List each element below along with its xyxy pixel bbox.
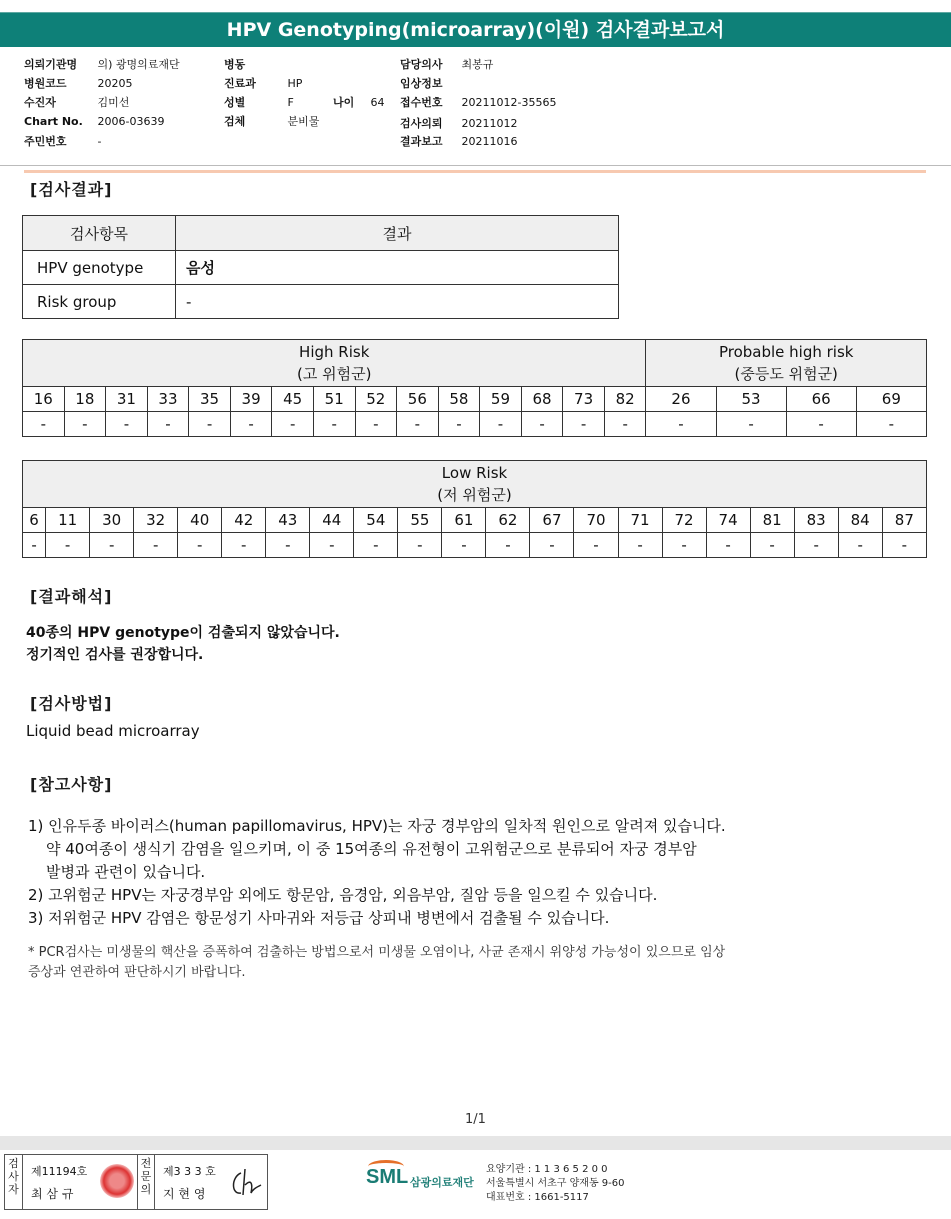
high-risk-subtitle: (고 위험군) [297,365,372,383]
tester-name: 최 삼 규 [31,1187,74,1201]
genotype-result-cell: - [272,412,314,437]
genotype-result-cell: - [442,533,486,558]
genotype-cell: 69 [856,387,926,412]
info-value: HP [287,77,303,90]
method-text: Liquid bead microarray [26,722,200,740]
org-name: 삼광의료재단 [410,1176,474,1189]
header-result: 결과 [176,216,619,251]
genotype-result-cell: - [354,533,398,558]
info-value: 64 [370,96,385,109]
info-resident-no [24,133,101,149]
genotype-result-cell: - [438,412,480,437]
genotype-cell: 6 [23,508,46,533]
report-title: HPV Genotyping(microarray)(이원) 검사결과보고서 [0,12,951,47]
info-physician [400,56,493,72]
note-item: 2) 고위험군 HPV는 자궁경부암 외에도 항문암, 음경암, 외음부암, 질암 등을 일으킬 수 있습니다. [28,886,658,904]
info-value: F [287,96,294,109]
info-value: 20205 [97,77,133,90]
genotype-cell: 33 [147,387,189,412]
genotype-result-cell: - [574,533,618,558]
info-value: 2006-03639 [97,115,165,128]
genotype-result-cell: - [64,412,106,437]
genotype-cell: 32 [134,508,178,533]
genotype-result-cell: - [530,533,574,558]
info-clinical [400,75,462,91]
note-item: 발병과 관련이 있습니다. [46,863,206,881]
footnote-line: 증상과 연관하여 판단하시기 바랍니다. [28,965,246,980]
info-hospital-code [24,75,133,91]
info-value: 분비물 [287,115,320,128]
genotype-cell: 59 [480,387,522,412]
genotype-cell: 70 [574,508,618,533]
info-value: 최봉규 [461,58,494,71]
sml-logo [366,1160,486,1200]
high-risk-header [23,340,646,387]
genotype-cell: 81 [750,508,794,533]
test-result: 음성 [176,251,619,285]
genotype-result-cell: - [222,533,266,558]
genotype-result-cell: - [706,533,750,558]
header-test-item: 검사항목 [23,216,176,251]
interpretation-line: 40종의 HPV genotype이 검출되지 않았습니다. [26,625,340,641]
genotype-result-cell: - [838,533,882,558]
genotype-result-row [23,533,927,558]
info-value: 김미선 [97,96,130,109]
genotype-cell: 56 [397,387,439,412]
genotype-result-cell: - [230,412,272,437]
footnote-line: * PCR검사는 미생물의 핵산을 증폭하여 검출하는 방법으로서 미생물 오염이나, 사균 존재시 위양성 가능성이 있으므로 임상 [28,945,726,960]
genotype-result-cell: - [646,412,716,437]
genotype-result-cell: - [521,412,563,437]
section-title-method: [검사방법] [30,694,113,713]
section-title-notes: [참고사항] [30,775,113,794]
genotype-cell: 42 [222,508,266,533]
info-value: - [97,135,102,148]
genotype-result-cell: - [134,533,178,558]
info-specimen [224,113,319,129]
footer-bar [0,1136,951,1150]
genotype-result-cell: - [189,412,231,437]
genotype-result-cell: - [618,533,662,558]
genotype-cell: 30 [90,508,134,533]
org-contact [486,1163,625,1205]
test-item: Risk group [23,285,176,319]
info-value: 의) 광명의료재단 [97,58,180,71]
genotype-result-cell: - [90,533,134,558]
genotype-result-cell: - [266,533,310,558]
info-label: 결과보고 [400,135,443,148]
info-label: 나이 [333,96,355,109]
info-label: 담당의사 [400,58,443,71]
care-institution-no: 요양기관 : 1 1 3 6 5 2 0 0 [486,1164,608,1175]
low-risk-subtitle: (저 위험군) [437,486,512,504]
table-header-row [23,216,619,251]
genotype-cell: 74 [706,508,750,533]
genotype-result-cell: - [178,533,222,558]
genotype-cell: 39 [230,387,272,412]
patient-info [24,56,924,156]
genotype-result-row [23,412,927,437]
genotype-cell: 58 [438,387,480,412]
notes-list [28,815,928,930]
genotype-result-cell: - [856,412,926,437]
genotype-result-cell: - [604,412,646,437]
logo-mark: SML [366,1166,409,1188]
genotype-result-cell: - [716,412,786,437]
genotype-cell: 61 [442,508,486,533]
genotype-result-cell: - [786,412,856,437]
genotype-result-cell: - [310,533,354,558]
genotype-result-cell: - [882,533,926,558]
info-label: 의뢰기관명 [24,58,78,71]
genotype-result-cell: - [46,533,90,558]
info-label: 검체 [224,115,246,128]
test-item: HPV genotype [23,251,176,285]
genotype-result-cell: - [563,412,605,437]
info-label: Chart No. [24,115,83,128]
info-patient-name [24,94,129,110]
header-divider [0,165,951,166]
genotype-cell: 73 [563,387,605,412]
genotype-result-cell: - [106,412,148,437]
genotype-cell: 67 [530,508,574,533]
tester-license-no: 제11194호 [31,1165,88,1178]
genotype-result-cell: - [355,412,397,437]
section-title-result: [검사결과] [30,180,113,199]
info-label: 주민번호 [24,135,67,148]
genotype-cell: 84 [838,508,882,533]
genotype-row [23,387,927,412]
genotype-result-cell: - [23,412,65,437]
tester-label: 검사자 [5,1155,23,1209]
probable-high-risk-subtitle: (중등도 위험군) [734,365,838,383]
info-request-date [400,115,518,131]
info-sex [224,94,385,110]
info-department [224,75,302,91]
specialist-label: 전문의 [137,1155,155,1209]
note-item: 1) 인유두종 바이러스(human papillomavirus, HPV)는 자궁 경부암의 일차적 원인으로 알려져 있습니다. [28,817,726,835]
signature-mark [227,1163,265,1201]
genotype-result-cell: - [397,412,439,437]
risk-group-header-row [23,340,927,387]
section-title-interpretation: [결과해석] [30,587,113,606]
interpretation-text [26,622,340,666]
genotype-result-cell: - [794,533,838,558]
genotype-cell: 55 [398,508,442,533]
genotype-cell: 51 [313,387,355,412]
info-label: 수진자 [24,96,56,109]
table-row [23,251,619,285]
info-label: 임상정보 [400,77,443,90]
genotype-cell: 66 [786,387,856,412]
genotype-result-cell: - [486,533,530,558]
probable-high-risk-header [646,340,927,387]
specialist-license-no: 제3 3 3 호 [163,1165,216,1178]
high-risk-title: High Risk [299,343,370,361]
section-divider [24,170,926,173]
info-chart-no [24,115,164,128]
genotype-cell: 87 [882,508,926,533]
genotype-cell: 68 [521,387,563,412]
specialist-name: 지 현 영 [163,1187,206,1201]
genotype-cell: 52 [355,387,397,412]
genotype-cell: 53 [716,387,786,412]
genotype-cell: 54 [354,508,398,533]
footnote [28,943,908,983]
info-value: 20211012 [461,117,518,130]
genotype-row [23,508,927,533]
genotype-cell: 26 [646,387,716,412]
info-requesting-org [24,56,180,72]
genotype-cell: 31 [106,387,148,412]
info-label: 검사의뢰 [400,117,443,130]
risk-group-header-row [23,461,927,508]
genotype-cell: 16 [23,387,65,412]
info-ward [224,56,288,72]
probable-high-risk-title: Probable high risk [718,343,854,361]
org-phone: 대표번호 : 1661-5117 [486,1192,589,1203]
interpretation-line: 정기적인 검사를 권장합니다. [26,647,204,663]
info-label: 접수번호 [400,96,443,109]
genotype-cell: 83 [794,508,838,533]
note-item: 3) 저위험군 HPV 감염은 항문성기 사마귀와 저등급 상피내 병변에서 검출될 수 있습니다. [28,909,610,927]
table-row [23,285,619,319]
genotype-cell: 62 [486,508,530,533]
genotype-result-cell: - [662,533,706,558]
low-risk-title: Low Risk [441,464,508,482]
test-result: - [176,285,619,319]
genotype-result-cell: - [147,412,189,437]
genotype-result-cell: - [23,533,46,558]
org-address: 서울특별시 서초구 양재동 9-60 [486,1178,625,1189]
low-risk-table [22,460,927,558]
genotype-cell: 44 [310,508,354,533]
genotype-cell: 43 [266,508,310,533]
genotype-cell: 40 [178,508,222,533]
genotype-cell: 82 [604,387,646,412]
info-value: 20211016 [461,135,518,148]
genotype-result-cell: - [313,412,355,437]
low-risk-header [23,461,927,508]
info-label: 병동 [224,58,246,71]
info-value: 20211012-35565 [461,96,557,109]
info-report-date [400,133,518,149]
signature-box [4,1154,268,1210]
genotype-result-cell: - [480,412,522,437]
genotype-result-cell: - [750,533,794,558]
info-receipt-no [400,94,556,110]
genotype-cell: 71 [618,508,662,533]
genotype-cell: 72 [662,508,706,533]
genotype-cell: 18 [64,387,106,412]
seal-stamp [100,1164,134,1198]
info-label: 병원코드 [24,77,67,90]
genotype-cell: 35 [189,387,231,412]
page-number: 1/1 [465,1112,486,1127]
genotype-cell: 11 [46,508,90,533]
note-item: 약 40여종이 생식기 감염을 일으키며, 이 중 15여종의 유전형이 고위험군으로 분류되어 자궁 경부암 [46,840,697,858]
genotype-result-cell: - [398,533,442,558]
info-label: 성별 [224,96,246,109]
result-table [22,215,619,319]
info-label: 진료과 [224,77,256,90]
genotype-cell: 45 [272,387,314,412]
high-risk-table [22,339,927,437]
